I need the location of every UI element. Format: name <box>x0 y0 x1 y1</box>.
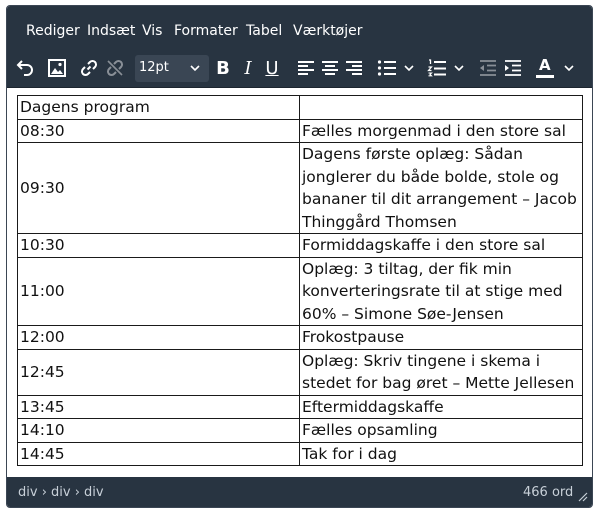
time-cell[interactable]: 12:00 <box>18 326 300 350</box>
event-cell[interactable]: Eftermiddagskaffe <box>300 395 583 419</box>
align-left-icon <box>297 60 315 76</box>
indent-button[interactable] <box>499 54 527 82</box>
text-color-icon <box>536 57 554 79</box>
chevron-down-icon <box>403 62 415 74</box>
link-button[interactable] <box>75 54 103 82</box>
bold-button[interactable] <box>209 54 237 82</box>
element-path[interactable]: div › div › div <box>18 485 104 500</box>
text-color-glyph: A <box>539 56 551 74</box>
event-cell[interactable]: Oplæg: 3 tiltag, der fik min konverteringsrate til at stige med 60% – Simone Søe-Jensen <box>300 257 583 326</box>
unlink-icon <box>105 58 125 78</box>
event-cell[interactable]: Fælles morgenmad i den store sal <box>300 119 583 143</box>
time-cell[interactable]: 10:30 <box>18 234 300 258</box>
time-cell[interactable]: 13:45 <box>18 395 300 419</box>
table-row <box>18 257 583 326</box>
numbered-list-button[interactable] <box>423 54 451 82</box>
event-cell[interactable]: Formiddagskaffe i den store sal <box>300 234 583 258</box>
table-title-cell[interactable]: Dagens program <box>18 96 300 120</box>
event-cell[interactable]: Frokostpause <box>300 326 583 350</box>
time-cell[interactable]: 14:45 <box>18 442 300 466</box>
align-right-button[interactable] <box>340 54 368 82</box>
table-row <box>18 143 583 234</box>
bullet-list-icon <box>377 60 397 76</box>
bold-icon: B <box>216 57 230 79</box>
menubar <box>7 6 592 50</box>
numbered-list-options-button[interactable] <box>449 54 469 82</box>
bullet-list-options-button[interactable] <box>399 54 419 82</box>
text-color-options-button[interactable] <box>559 54 579 82</box>
table-row <box>18 395 583 419</box>
time-cell[interactable]: 08:30 <box>18 119 300 143</box>
table-row <box>18 349 583 395</box>
align-right-icon <box>345 60 363 76</box>
chevron-down-icon <box>189 62 201 74</box>
table-row <box>18 119 583 143</box>
underline-button[interactable] <box>258 54 286 82</box>
menu-vaerktoejer[interactable]: Værktøjer <box>293 23 363 39</box>
table-row <box>18 419 583 443</box>
schedule-table[interactable] <box>17 95 583 466</box>
time-cell[interactable]: 12:45 <box>18 349 300 395</box>
time-cell[interactable]: 09:30 <box>18 143 300 234</box>
table-header-row <box>18 96 583 120</box>
align-center-icon <box>321 60 339 76</box>
rich-text-editor <box>6 5 593 508</box>
schedule-table-body <box>18 96 583 466</box>
empty-header-cell[interactable] <box>300 96 583 120</box>
time-cell[interactable]: 11:00 <box>18 257 300 326</box>
outdent-button[interactable] <box>474 54 502 82</box>
indent-icon <box>504 60 522 76</box>
outdent-icon <box>479 60 497 76</box>
table-row <box>18 326 583 350</box>
statusbar <box>7 477 592 507</box>
menu-indsaet[interactable]: Indsæt <box>87 23 136 39</box>
menu-vis[interactable]: Vis <box>142 23 163 39</box>
link-icon <box>79 58 99 78</box>
table-row <box>18 442 583 466</box>
chevron-down-icon <box>563 62 575 74</box>
menu-rediger[interactable]: Rediger <box>26 23 80 39</box>
table-row <box>18 234 583 258</box>
chevron-down-icon <box>453 62 465 74</box>
time-cell[interactable]: 14:10 <box>18 419 300 443</box>
event-cell[interactable]: Tak for i dag <box>300 442 583 466</box>
numbered-list-icon <box>427 59 447 77</box>
insert-image-button[interactable] <box>43 54 71 82</box>
resize-handle-icon[interactable] <box>578 492 588 502</box>
image-icon <box>47 58 67 78</box>
font-size-value: 12pt <box>139 60 169 75</box>
menu-tabel[interactable]: Tabel <box>246 23 283 39</box>
event-cell[interactable]: Oplæg: Skriv tingene i skema i stedet for bag øret – Mette Jellesen <box>300 349 583 395</box>
underline-icon: U <box>265 57 279 79</box>
font-size-select[interactable] <box>135 55 209 82</box>
word-count[interactable]: 466 ord <box>523 485 574 500</box>
unlink-button[interactable] <box>101 54 129 82</box>
text-color-swatch <box>536 75 554 78</box>
toolbar <box>7 50 592 88</box>
undo-icon <box>15 58 35 78</box>
italic-icon: I <box>244 57 252 79</box>
event-cell[interactable]: Dagens første oplæg: Sådan jonglerer du både bolde, stole og bananer til dit arrangement – Jacob Thinggård Thomsen <box>300 143 583 234</box>
event-cell[interactable]: Fælles opsamling <box>300 419 583 443</box>
undo-button[interactable] <box>11 54 39 82</box>
menu-formater[interactable]: Formater <box>174 23 238 39</box>
editor-content[interactable] <box>7 88 592 477</box>
bullet-list-button[interactable] <box>373 54 401 82</box>
text-color-button[interactable] <box>531 54 559 82</box>
